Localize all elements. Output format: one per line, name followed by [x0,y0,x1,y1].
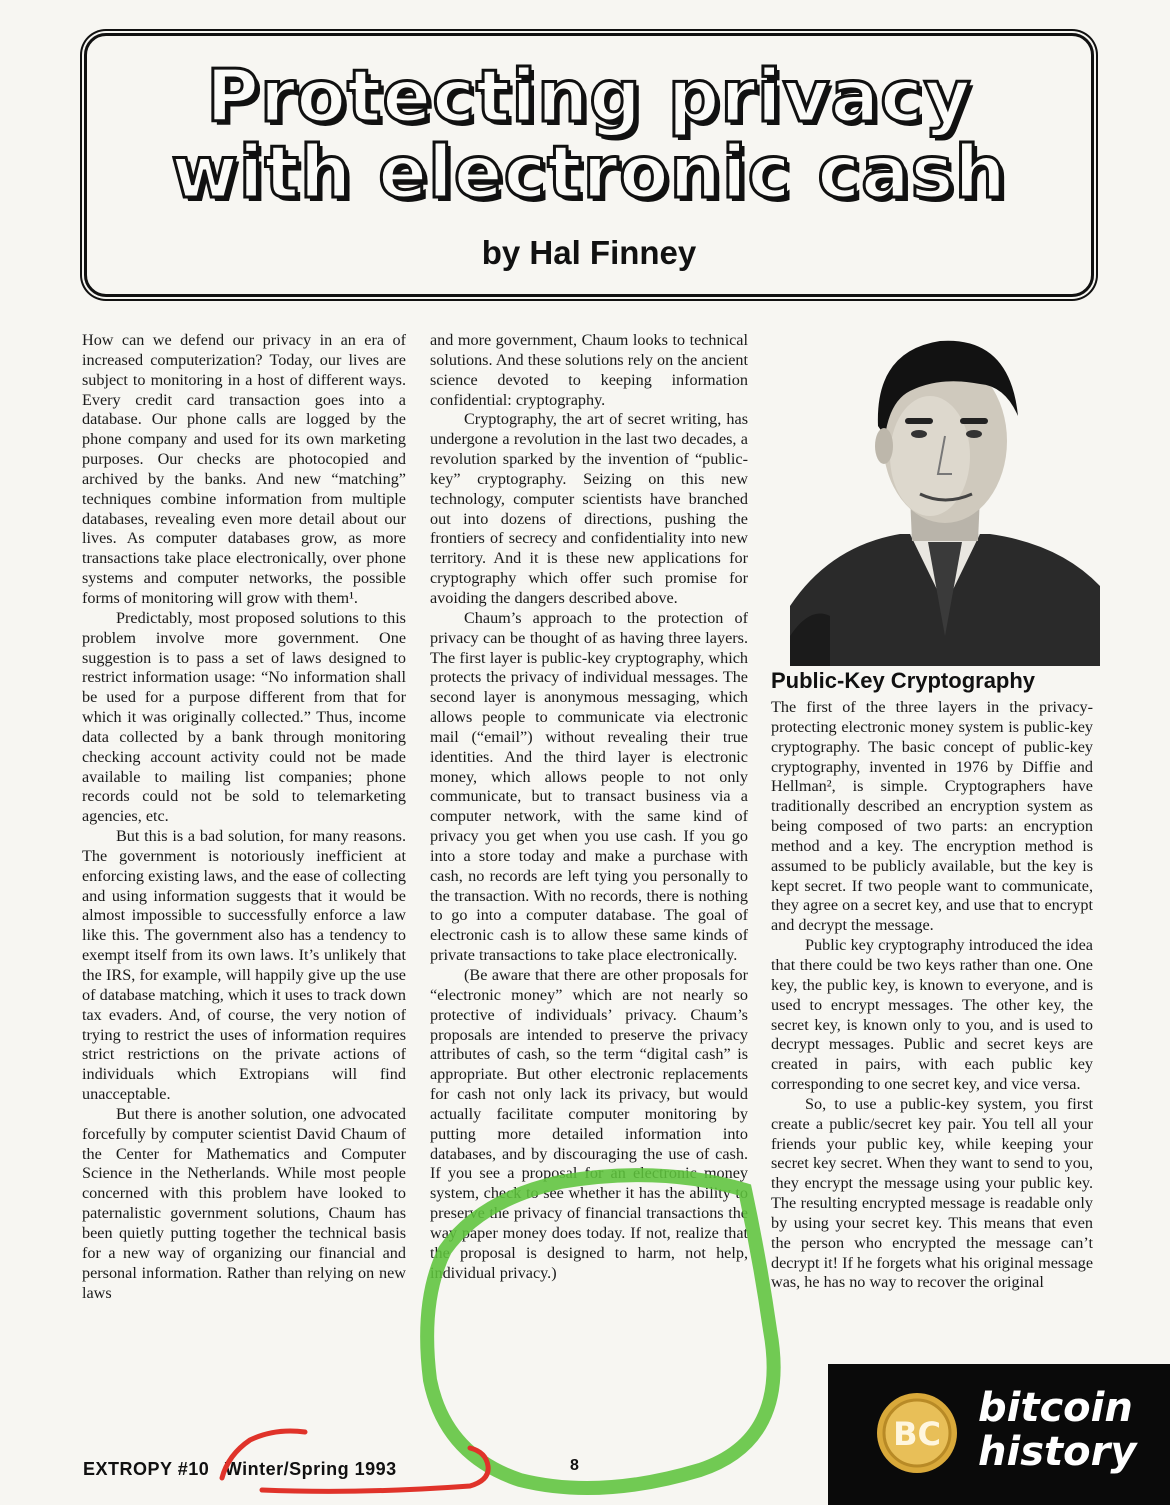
title-box [84,33,1094,297]
watermark-line-1: bitcoin [978,1385,1133,1431]
paragraph: Predictably, most proposed solutions to this problem involve more government. One suggestion is to pass a set of laws designed to restrict information usage: “No information shall be used for a purpose different from that for which it was originally collected.” Thus, income data collected by a bank through monitoring checking account activity could not be made available to mailing list companies; phone records could not be sold to telemarketing agencies, etc. [82,608,406,826]
paragraph: So, to use a public-key system, you first create a public/secret key pair. You tell all your friends your public key, while keeping your secret key secret. When they want to send to you, they encrypt the message using your public key. The resulting encrypted message is readable only by using your secret key. This means that even the person who encrypted the message can’t decrypt it! If he forgets what his original message was, he has no way to recover the original [771,1094,1093,1292]
watermark-badge [828,1364,1170,1505]
byline: by Hal Finney [481,234,697,271]
paragraph: Cryptography, the art of secret writing, has undergone a revolution in the last two decades, a revolution sparked by the invention of “public-key” cryptography. Seizing on this new technology, computer scientists have branched out into dozens of directions, pushing the frontiers of secrecy and confidentiality into new territory. And it is these new applications for cryptography which offer such promise for avoiding the dangers described above. [430,410,748,607]
paragraph: But there is another solution, one advocated forcefully by computer scientist David Chaum of the Center for Mathematics and Computer Science in the Netherlands. While most people concerned with this problem have looked to paternalistic government solutions, Chaum has been quietly putting together the technical basis for a new way of organizing our financial and personal information. Rather than relying on new laws [82,1104,406,1302]
article-title [87,54,1091,214]
paragraph: How can we defend our privacy in an era of increased computerization? Today, our lives are subject to monitoring in a host of different ways. Every credit card transaction goes into a database. Our phone calls are logged by the phone company and used for its own marketing purposes. Our checks are photocopied and archived by the banks. And new “matching” techniques combine information from multiple databases, revealing even more detail about our lives. As computer databases grow, as more transactions take place electronically, over phone systems and computer networks, the possible forms of monitoring will grow with them¹. [82,331,406,607]
sidebar-heading: Public-Key Cryptography [771,668,1036,693]
watermark-text [978,1386,1136,1474]
paragraph: The first of the three layers in the privacy-protecting electronic money system is public-key cryptography. The basic concept of public-key cryptography, invented in 1976 by Diffie and Hellman², is simple. Cryptographers have traditionally described an encryption system as being composed of two parts: an encryption method and a key. The encryption method is assumed to be publicly available, but the key is kept secret. If two people want to communicate, they agree on a secret key, and use that to encrypt and decrypt the message. [771,698,1093,935]
paragraph: and more government, Chaum looks to technical solutions. And these solutions rely on the ancient science devoted to keeping information confidential: cryptography. [430,331,748,409]
paragraph: But this is a bad solution, for many reasons. The government is notoriously inefficient at enforcing existing laws, and the ease of collecting and using information suggests that it would be almost impossible to successfully enforce a law like this. The government also has a tendency to exempt itself from its own laws. It’s unlikely that the IRS, for example, will happily give up the use of database matching, which it uses to track down tax evaders. And, of course, the very notion of trying to restrict the uses of information requires strict restrictions on the private actions of individuals which Extropians will find unacceptable. [82,827,406,1104]
paragraph: Chaum’s approach to the protection of privacy can be thought of as having three layers. The first layer is public-key cryptography, which protects the privacy of individual messages. The second layer is anonymous messaging, which allows people to communicate via electronic mail (“email”) without revealing their true identities. And the third layer is electronic money, which allows people to not only communicate, but to transact business via a computer network, with the same kind of privacy you get when you use cash. If you go into a store today and make a purchase with cash, no records are left tying you personally to the transaction. With no records, there is nothing to go into a computer database. The goal of electronic cash is to allow these same kinds of private transactions to take place electronically. [430,608,748,965]
paragraph: (Be aware that there are other proposals for “electronic money” which are not nearly so protective of individuals’ privacy. Chaum’s proposals are intended to preserve the privacy attributes of cash, so the term “digital cash” is appropriate. But other electronic replacements for cash not only lack its privacy, but would actually facilitate computer monitoring by putting more detailed information into databases, and by discouraging the use of cash. If you see a proposal for an electronic money system, check to see whether it has the ability to preserve the privacy of financial transactions the way paper money does today. If not, realize that the proposal is designed to harm, not help, individual privacy.) [430,966,748,1282]
logo-text: BC [893,1415,941,1453]
season-label: Winter/Spring 1993 [224,1459,397,1479]
footer [83,1459,397,1480]
column-3 [771,698,1093,1293]
column-2 [430,331,748,1284]
issue-label: EXTROPY #10 [83,1459,210,1479]
page-number: 8 [570,1457,579,1474]
column-1 [82,331,406,1303]
title-line-2: with electronic cash [171,130,1007,214]
bitcoin-history-logo-icon [876,1392,958,1474]
paragraph: Public key cryptography introduced the idea that there could be two keys rather than one. One key, the public key, is known to everyone, and is used to encrypt messages. The other key, the secret key, is known only to you, and is used to decrypt messages. Public and secret keys are created in pairs, with each public key corresponding to one secret key, and vice versa. [771,936,1093,1094]
author-portrait [790,306,1100,666]
title-line-1: Protecting privacy [206,54,972,138]
watermark-line-2: history [978,1429,1137,1475]
